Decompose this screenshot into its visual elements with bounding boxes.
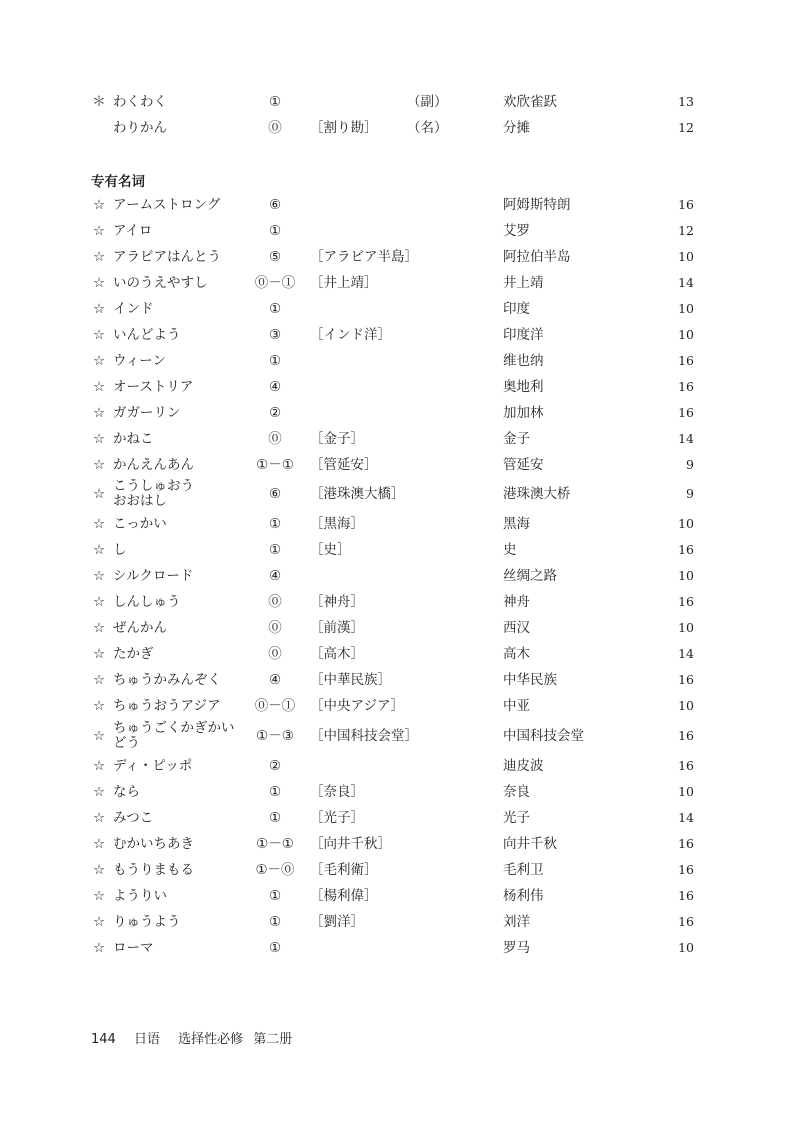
entry-row	[0, 323, 800, 347]
entry-reading: し	[113, 542, 127, 558]
entry-reading: シルクロード	[113, 568, 194, 584]
entry-reading-line: どう	[113, 735, 140, 751]
entry-translation: 迪皮波	[503, 758, 544, 774]
entry-accent: ⓪	[268, 620, 282, 636]
entry-reading: むかいちあき	[113, 836, 194, 852]
entry-translation: 高木	[503, 646, 530, 662]
entry-accent: ①	[268, 784, 282, 800]
entry-reading: わりかん	[113, 120, 167, 136]
entry-row	[0, 590, 800, 614]
entry-reading: かんえんあん	[113, 457, 194, 473]
entry-mark: ☆	[92, 758, 106, 774]
entry-reading: ぜんかん	[113, 620, 167, 636]
entry-kanji: ［高木］	[310, 646, 364, 662]
entry-reading: アラビアはんとう	[113, 249, 221, 265]
entry-translation: 阿姆斯特朗	[503, 197, 571, 213]
entry-page: 16	[678, 862, 694, 877]
entry-translation: 分摊	[503, 120, 530, 136]
entry-mark: ☆	[92, 542, 106, 558]
entry-accent: ①	[268, 914, 282, 930]
entry-row	[0, 427, 800, 451]
entry-row	[0, 271, 800, 295]
entry-page: 10	[678, 327, 694, 342]
entry-kanji: ［中国科技会堂］	[310, 728, 418, 744]
entry-accent: ①－①	[256, 457, 294, 473]
entry-row	[0, 858, 800, 882]
entry-page: 10	[678, 784, 694, 799]
entry-kanji: ［中央アジア］	[310, 698, 404, 714]
entry-translation: 加加林	[503, 405, 544, 421]
entry-row	[0, 538, 800, 562]
entry-row	[0, 90, 800, 114]
entry-translation: 井上靖	[503, 275, 544, 291]
entry-page: 12	[678, 223, 694, 238]
entry-page: 16	[678, 379, 694, 394]
entry-mark: ☆	[92, 568, 106, 584]
entry-mark: ☆	[92, 914, 106, 930]
entry-accent: ①	[268, 353, 282, 369]
entry-page: 12	[678, 120, 694, 135]
entry-mark: ☆	[92, 698, 106, 714]
entry-kanji: ［黒海］	[310, 516, 364, 532]
entry-row	[0, 512, 800, 536]
entry-translation: 奥地利	[503, 379, 544, 395]
entry-accent: ⑥	[268, 486, 282, 502]
entry-mark: ☆	[92, 379, 106, 395]
entry-accent: ④	[268, 568, 282, 584]
entry-kanji: ［神舟］	[310, 594, 364, 610]
entry-translation: 神舟	[503, 594, 530, 610]
entry-page: 16	[678, 353, 694, 368]
entry-reading: わくわく	[113, 94, 167, 110]
entry-page: 13	[678, 94, 694, 109]
entry-translation: 阿拉伯半岛	[503, 249, 571, 265]
course-name: 选择性必修	[178, 1032, 244, 1047]
entry-translation: 印度	[503, 301, 530, 317]
entry-row	[0, 116, 800, 140]
entry-translation: 管延安	[503, 457, 544, 473]
entry-mark: ☆	[92, 327, 106, 343]
entry-row	[0, 219, 800, 243]
entry-reading: ガガーリン	[113, 405, 181, 421]
entry-row	[0, 349, 800, 373]
entry-accent: ①	[268, 223, 282, 239]
entry-part-of-speech: （名）	[407, 120, 448, 136]
entry-mark: ☆	[92, 728, 106, 744]
entry-page: 9	[686, 457, 694, 472]
entry-accent: ①	[268, 940, 282, 956]
entry-page: 10	[678, 301, 694, 316]
entry-accent: ①－③	[256, 728, 294, 744]
entry-translation: 中亚	[503, 698, 530, 714]
entry-row	[0, 832, 800, 856]
entry-page: 16	[678, 914, 694, 929]
entry-mark: ☆	[92, 784, 106, 800]
entry-row	[0, 806, 800, 830]
entry-accent: ④	[268, 672, 282, 688]
entry-accent: ①	[268, 810, 282, 826]
entry-reading-line: おおはし	[113, 493, 167, 509]
entry-page: 10	[678, 620, 694, 635]
entry-row	[0, 453, 800, 477]
entry-page: 10	[678, 516, 694, 531]
book-title: 日语	[133, 1032, 160, 1047]
entry-reading: アームストロング	[113, 197, 221, 213]
entry-kanji: ［光子］	[310, 810, 364, 826]
entry-accent: ②	[268, 758, 282, 774]
entry-reading: インド	[113, 301, 154, 317]
entry-accent: ⓪	[268, 594, 282, 610]
volume-name: 第二册	[253, 1032, 293, 1047]
entry-reading: なら	[113, 784, 140, 800]
entry-kanji: ［奈良］	[310, 784, 364, 800]
entry-page: 16	[678, 594, 694, 609]
entry-row	[0, 936, 800, 960]
entry-kanji: ［劉洋］	[310, 914, 364, 930]
entry-page: 16	[678, 836, 694, 851]
entry-translation: 杨利伟	[503, 888, 544, 904]
entry-translation: 光子	[503, 810, 530, 826]
entry-accent: ⓪	[268, 646, 282, 662]
entry-reading: いんどよう	[113, 327, 181, 343]
entry-translation: 向井千秋	[503, 836, 557, 852]
entry-kanji: ［アラビア半島］	[310, 249, 418, 265]
entry-mark: ☆	[92, 810, 106, 826]
entry-kanji: ［中華民族］	[310, 672, 391, 688]
entry-accent: ①	[268, 301, 282, 317]
entry-row	[0, 564, 800, 588]
entry-part-of-speech: （副）	[407, 94, 448, 110]
entry-reading: ローマ	[113, 940, 154, 956]
entry-page: 16	[678, 405, 694, 420]
entry-accent: ②	[268, 405, 282, 421]
entry-row	[0, 720, 800, 751]
entry-reading: オーストリア	[113, 379, 194, 395]
entry-accent: ⑥	[268, 197, 282, 213]
entry-page: 16	[678, 197, 694, 212]
entry-reading: こっかい	[113, 516, 167, 532]
entry-reading: みつこ	[113, 810, 154, 826]
entry-row	[0, 401, 800, 425]
entry-kanji: ［前漢］	[310, 620, 364, 636]
entry-accent: ⓪	[268, 431, 282, 447]
page-footer	[91, 1028, 306, 1047]
entry-row	[0, 193, 800, 217]
entry-kanji: ［毛利衛］	[310, 862, 378, 878]
entry-reading: ようりい	[113, 888, 167, 904]
entry-reading: かねこ	[113, 431, 154, 447]
entry-row	[0, 780, 800, 804]
entry-mark: ☆	[92, 301, 106, 317]
entry-reading-line: こうしゅおう	[113, 478, 194, 494]
entry-reading: もうりまもる	[113, 862, 194, 878]
entry-reading: たかぎ	[113, 646, 154, 662]
entry-mark: ☆	[92, 620, 106, 636]
entry-page: 9	[686, 486, 694, 501]
entry-page: 14	[678, 810, 694, 825]
entry-translation: 金子	[503, 431, 530, 447]
entry-reading-line: ちゅうごくかぎかい	[113, 720, 235, 736]
entry-reading: アイロ	[113, 223, 153, 239]
entry-kanji: ［割り勘］	[310, 120, 378, 136]
entry-reading: ウィーン	[113, 353, 166, 369]
entry-reading: しんしゅう	[113, 594, 181, 610]
entry-translation: 毛利卫	[503, 862, 544, 878]
entry-page: 10	[678, 249, 694, 264]
entry-page: 14	[678, 275, 694, 290]
entry-translation: 欢欣雀跃	[503, 94, 557, 110]
entry-row	[0, 884, 800, 908]
entry-translation: 中华民族	[503, 672, 557, 688]
entry-mark: ☆	[92, 486, 106, 502]
entry-mark: ☆	[92, 672, 106, 688]
entry-accent: ④	[268, 379, 282, 395]
entry-row	[0, 668, 800, 692]
entry-row	[0, 616, 800, 640]
entry-page: 10	[678, 940, 694, 955]
entry-row	[0, 297, 800, 321]
entry-translation: 中国科技会堂	[503, 728, 584, 744]
entry-mark: ☆	[92, 275, 106, 291]
entry-mark: ☆	[92, 516, 106, 532]
entry-mark: ☆	[92, 431, 106, 447]
entry-mark: ☆	[92, 940, 106, 956]
entry-translation: 史	[503, 542, 517, 558]
entry-mark: ☆	[92, 249, 106, 265]
page-number: 144	[91, 1032, 116, 1047]
entry-accent: ⓪－①	[254, 275, 296, 291]
entry-translation: 黑海	[503, 516, 530, 532]
entry-row	[0, 910, 800, 934]
entry-reading: いのうえやすし	[113, 275, 208, 291]
entry-kanji: ［楊利偉］	[310, 888, 378, 904]
entry-mark: ☆	[92, 405, 106, 421]
entry-row	[0, 375, 800, 399]
entry-row	[0, 245, 800, 269]
entry-translation: 维也纳	[503, 353, 544, 369]
entry-accent: ⓪－①	[254, 698, 296, 714]
entry-translation: 西汉	[503, 620, 530, 636]
section-title-proper-nouns: 专有名词	[91, 174, 145, 190]
entry-mark: ☆	[92, 646, 106, 662]
entry-accent: ③	[268, 327, 282, 343]
entry-translation: 印度洋	[503, 327, 544, 343]
entry-page: 16	[678, 542, 694, 557]
entry-page: 10	[678, 698, 694, 713]
entry-row	[0, 642, 800, 666]
entry-mark: ☆	[92, 353, 106, 369]
entry-kanji: ［史］	[310, 542, 351, 558]
entry-reading	[113, 479, 194, 509]
entry-page: 10	[678, 568, 694, 583]
entry-translation: 刘洋	[503, 914, 530, 930]
entry-kanji: ［井上靖］	[310, 275, 378, 291]
entry-accent: ①	[268, 94, 282, 110]
entry-accent: ①	[268, 542, 282, 558]
entry-mark: ☆	[92, 197, 106, 213]
entry-mark: ☆	[92, 223, 106, 239]
entry-translation: 港珠澳大桥	[503, 486, 571, 502]
entry-reading	[113, 721, 235, 751]
entry-translation: 罗马	[503, 940, 530, 956]
entry-page: 14	[678, 646, 694, 661]
entry-reading: ディ・ピッポ	[113, 758, 193, 774]
entry-reading: りゅうよう	[113, 914, 181, 930]
entry-kanji: ［管延安］	[310, 457, 378, 473]
entry-kanji: ［金子］	[310, 431, 364, 447]
entry-accent: ①	[268, 516, 282, 532]
entry-translation: 艾罗	[503, 223, 530, 239]
entry-accent: ①	[268, 888, 282, 904]
entry-accent: ①－①	[256, 836, 294, 852]
entry-translation: 丝绸之路	[503, 568, 557, 584]
entry-accent: ⓪	[268, 120, 282, 136]
entry-translation: 奈良	[503, 784, 530, 800]
entry-kanji: ［向井千秋］	[310, 836, 391, 852]
entry-accent: ⑤	[268, 249, 282, 265]
entry-page: 16	[678, 758, 694, 773]
entry-mark: ☆	[92, 888, 106, 904]
entry-kanji: ［インド洋］	[310, 327, 391, 343]
entry-page: 16	[678, 728, 694, 743]
entry-row	[0, 694, 800, 718]
entry-mark: ☆	[92, 594, 106, 610]
entry-accent: ①－⓪	[255, 862, 295, 878]
entry-row	[0, 754, 800, 778]
entry-row	[0, 478, 800, 509]
entry-kanji: ［港珠澳大橋］	[310, 486, 405, 502]
entry-reading: ちゅうかみんぞく	[113, 672, 221, 688]
entry-page: 16	[678, 888, 694, 903]
entry-reading: ちゅうおうアジア	[113, 698, 221, 714]
entry-mark: ☆	[92, 457, 106, 473]
entry-mark: ☆	[92, 862, 106, 878]
entry-mark: ＊	[92, 94, 106, 110]
entry-page: 16	[678, 672, 694, 687]
entry-page: 14	[678, 431, 694, 446]
entry-mark: ☆	[92, 836, 106, 852]
